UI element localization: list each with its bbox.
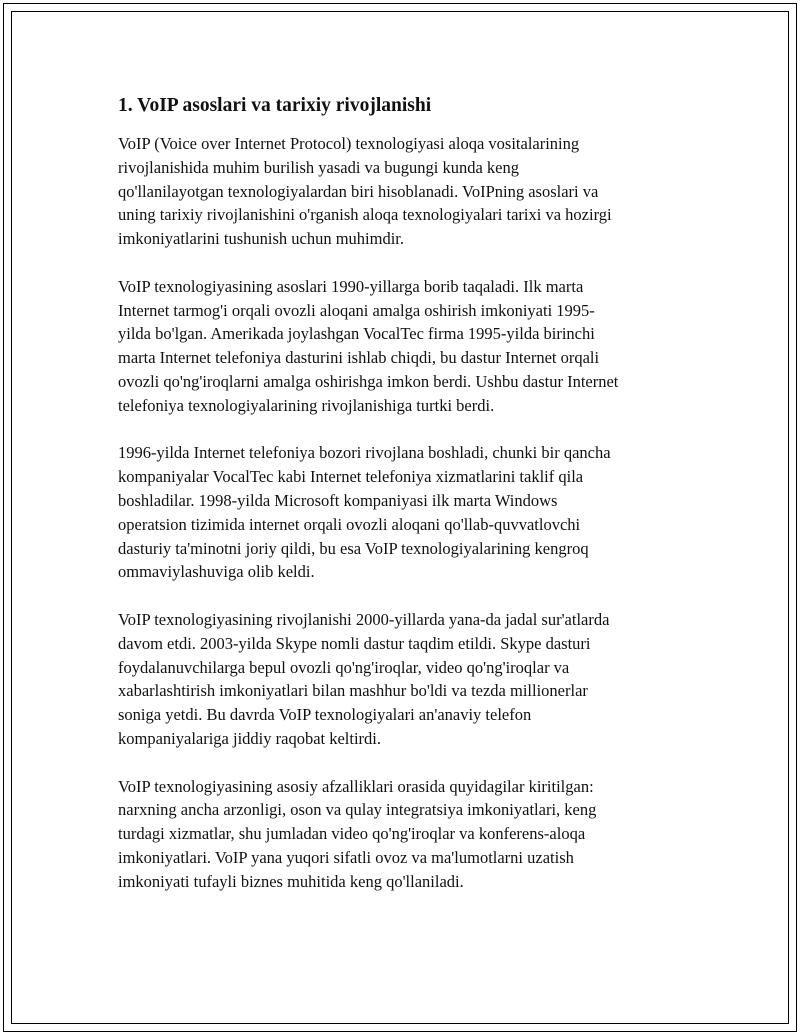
text-line: davom etdi. 2003-yilda Skype nomli dastur taqdim etildi. Skype dasturi <box>118 633 591 653</box>
paragraph-advantages <box>118 775 688 894</box>
paragraph-origins <box>118 275 688 418</box>
text-line: qo'llanilayotgan texnologiyalardan biri hisoblanadi. VoIPning asoslari va <box>118 181 599 201</box>
text-line: kompaniyalar VocalTec kabi Internet telefoniya xizmatlarini taklif qila <box>118 467 584 487</box>
text-line: xabarlashtirish imkoniyatlari bilan mashhur bo'ldi va tezda millionerlar <box>118 681 588 701</box>
text-line: uning tarixiy rivojlanishini o'rganish aloqa texnologiyalari tarixi va hozirgi <box>118 205 612 225</box>
text-line: 1996-yilda Internet telefoniya bozori rivojlana boshladi, chunki bir qancha <box>118 443 611 463</box>
text-line: foydalanuvchilarga bepul ovozli qo'ng'iroqlar, video qo'ng'iroqlar va <box>118 657 570 677</box>
text-line: telefoniya texnologiyalarining rivojlanishiga turtki berdi. <box>118 395 495 415</box>
text-line: VoIP texnologiyasining rivojlanishi 2000-yillarda yana-da jadal sur'atlarda <box>118 609 610 629</box>
text-line: VoIP texnologiyasining asoslari 1990-yillarga borib taqaladi. Ilk marta <box>118 276 584 296</box>
text-line: rivojlanishida muhim burilish yasadi va bugungi kunda keng <box>118 157 519 177</box>
text-line: imkoniyatlarini tushunish uchun muhimdir. <box>118 229 404 249</box>
document-body <box>118 91 688 917</box>
text-line: operatsion tizimida internet orqali ovozli aloqani qo'llab-quvvatlovchi <box>118 514 581 534</box>
text-line: ovozli qo'ng'iroqlarni amalga oshirishga imkon berdi. Ushbu dastur Internet <box>118 371 619 391</box>
section-heading: 1. VoIP asoslari va tarixiy rivojlanishi <box>118 95 432 116</box>
paragraph-market-growth <box>118 441 688 584</box>
text-line: VoIP texnologiyasining asosiy afzalliklari orasida quyidagilar kiritilgan: <box>118 776 594 796</box>
text-line: yilda bo'lgan. Amerikada joylashgan VocalTec firma 1995-yilda birinchi <box>118 324 595 344</box>
text-line: turdagi xizmatlar, shu jumladan video qo'ng'iroqlar va konferens-aloqa <box>118 824 586 844</box>
text-line: ommaviylashuviga olib keldi. <box>118 562 315 582</box>
text-line: dasturiy ta'minotni joriy qildi, bu esa VoIP texnologiyalarining kengroq <box>118 538 589 558</box>
text-line: VoIP (Voice over Internet Protocol) texnologiyasi aloqa vositalarining <box>118 134 580 153</box>
text-line: imkoniyati tufayli biznes muhitida keng qo'llaniladi. <box>118 871 464 891</box>
paragraph-2000s <box>118 608 688 751</box>
text-line: Internet tarmog'i orqali ovozli aloqani amalga oshirish imkoniyati 1995- <box>118 300 595 320</box>
text-line: imkoniyatlari. VoIP yana yuqori sifatli ovoz va ma'lumotlarni uzatish <box>118 847 574 867</box>
text-line: marta Internet telefoniya dasturini ishlab chiqdi, bu dastur Internet orqali <box>118 348 600 368</box>
text-line: boshladilar. 1998-yilda Microsoft kompaniyasi ilk marta Windows <box>118 490 558 510</box>
text-line: kompaniyalariga jiddiy raqobat keltirdi. <box>118 728 382 748</box>
text-line: narxning ancha arzonligi, oson va qulay integratsiya imkoniyatlari, keng <box>118 800 597 820</box>
text-line: soniga yetdi. Bu davrda VoIP texnologiyalari an'anaviy telefon <box>118 705 532 725</box>
paragraph-intro <box>118 132 688 251</box>
